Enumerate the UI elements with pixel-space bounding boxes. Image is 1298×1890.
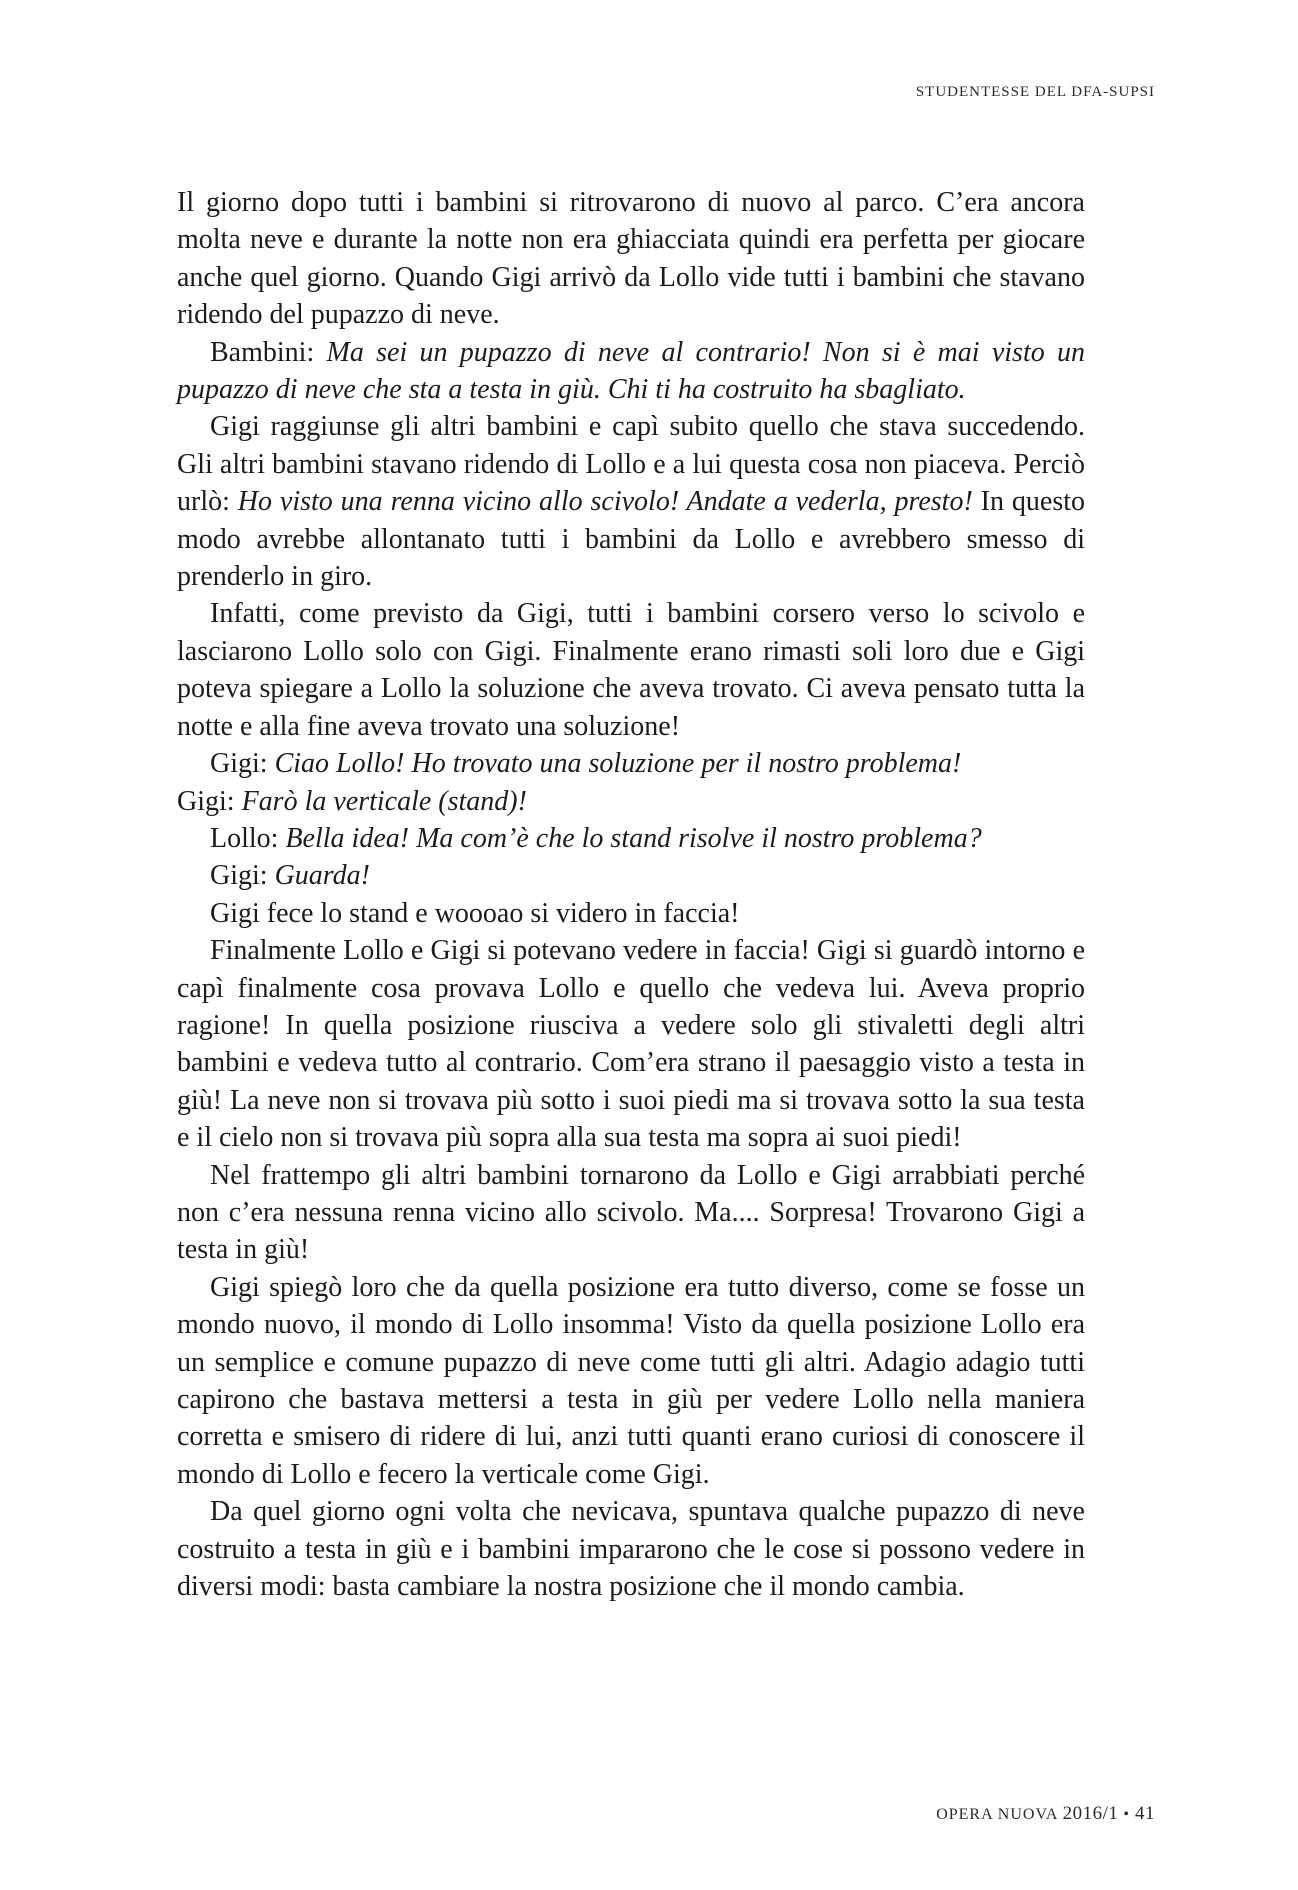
speaker-label: Bambini:	[210, 336, 327, 368]
paragraph-8: Gigi spiegò loro che da quella posizione era tutto diverso, come se fosse un mondo nuovo, il mondo di Lollo insomma! Visto da quella posizione Lollo era un semplice e comune pupazzo di neve come tutti gli altri. Adagio adagio tutti capirono che bastava mettersi a testa in giù per vedere Lollo nella maniera corretta e smisero di ridere di lui, anzi tutti quanti erano curiosi di conoscere il mondo di Lollo e fecero la verticale come Gigi.	[177, 1271, 1085, 1490]
story-text	[177, 184, 1085, 1605]
paragraph-9: Da quel giorno ogni volta che nevicava, spuntava qualche pupazzo di neve costruito a testa in giù e i bambini impararono che le cose si possono vedere in diversi modi: basta cambiare la nostra posizione che il mondo cambia.	[177, 1496, 1085, 1603]
running-head: STUDENTESSE DEL DFA-SUPSI	[915, 84, 1155, 100]
page-footer	[936, 1803, 1155, 1825]
dialogue-line-3	[177, 820, 1085, 857]
speaker-label: Lollo:	[210, 822, 286, 854]
speaker-label: Gigi:	[210, 748, 275, 780]
dialogue-text: Bella idea! Ma com’è che lo stand risolve il nostro problema?	[285, 822, 982, 854]
narration-text: Gigi raggiunse gli altri bambini e capì subito quello che stava succedendo. Gli altri bambini stavano ridendo di Lollo e a lui questa cosa non piaceva. Perciò urlò:	[177, 411, 1085, 518]
page-number: 41	[1135, 1803, 1155, 1824]
dialogue-text: Guarda!	[274, 860, 370, 892]
dialogue-line-2	[177, 783, 1085, 820]
dialogue-text: Farò la verticale (stand)!	[241, 785, 527, 817]
paragraph-1: Il giorno dopo tutti i bambini si ritrovarono di nuovo al parco. C’era ancora molta neve e durante la notte non era ghiacciata quindi era perfetta per giocare anche quel giorno. Quando Gigi arrivò da Lollo vide tutti i bambini che stavano ridendo del pupazzo di neve.	[177, 187, 1085, 331]
paragraph-4: Infatti, come previsto da Gigi, tutti i bambini corsero verso lo scivolo e lasciarono Lollo solo con Gigi. Finalmente erano rimasti soli loro due e Gigi poteva spiegare a Lollo la soluzione che aveva trovato. Ci aveva pensato tutta la notte e alla fine aveva trovato una soluzione!	[177, 598, 1085, 742]
speaker-label: Gigi:	[210, 860, 275, 892]
dialogue-line-1	[177, 745, 1085, 782]
paragraph-5: Gigi fece lo stand e woooao si videro in faccia!	[210, 897, 740, 929]
dialogue-text: Ma sei un pupazzo di neve al contrario! Non si è mai visto un pupazzo di neve che sta a testa in giù. Chi ti ha costruito ha sbagliato.	[177, 336, 1085, 406]
paragraph-6: Finalmente Lollo e Gigi si potevano vedere in faccia! Gigi si guardò intorno e capì finalmente cosa provava Lollo e quello che vedeva lui. Aveva proprio ragione! In quella posizione riusciva a vedere solo gli stivaletti degli altri bambini e vedeva tutto al contrario. Com’era strano il paesaggio visto a testa in giù! La neve non si trovava più sotto i suoi piedi ma si trovava sotto la sua testa e il cielo non si trovava più sopra alla sua testa ma sopra ai suoi piedi!	[177, 935, 1085, 1154]
dialogue-text: Ciao Lollo! Ho trovato una soluzione per il nostro problema!	[274, 748, 962, 780]
paragraph-2	[177, 334, 1085, 409]
speaker-label: Gigi:	[177, 785, 242, 817]
dialogue-text: Ho visto una renna vicino allo scivolo! Andate a vederla, presto!	[237, 486, 973, 518]
dialogue-line-4	[177, 857, 1085, 894]
issue-number: 2016/1	[1062, 1803, 1119, 1824]
narration-text: In questo modo avrebbe allontanato tutti i bambini da Lollo e avrebbero smesso di prenderlo in giro.	[177, 486, 1085, 593]
paragraph-7: Nel frattempo gli altri bambini tornarono da Lollo e Gigi arrabbiati perché non c’era nessuna renna vicino allo scivolo. Ma.... Sorpresa! Trovarono Gigi a testa in giù!	[177, 1159, 1085, 1266]
footer-separator: •	[1118, 1806, 1135, 1823]
paragraph-3	[177, 408, 1085, 595]
journal-name: OPERA NUOVA	[936, 1806, 1063, 1823]
